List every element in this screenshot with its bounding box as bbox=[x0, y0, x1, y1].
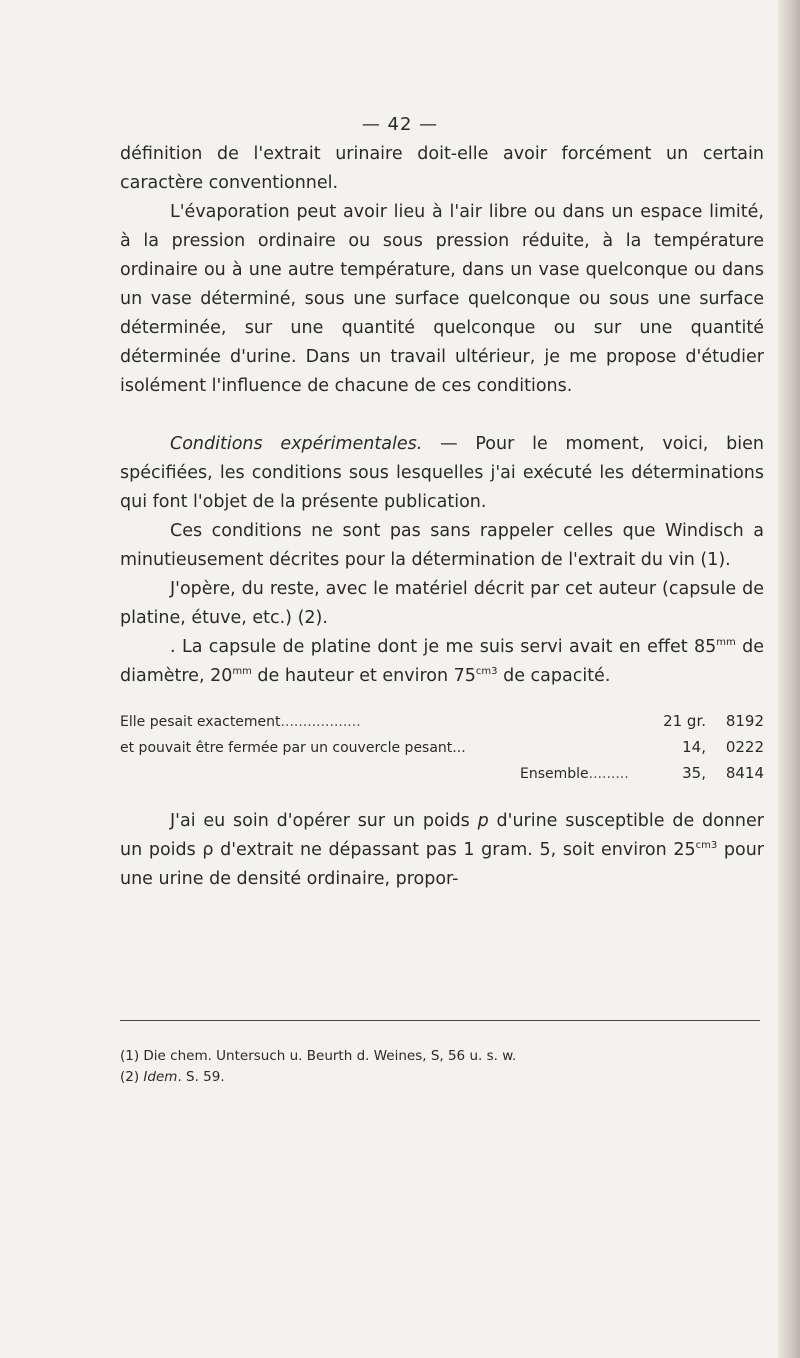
table-grams: 14, bbox=[682, 738, 706, 756]
table-row-total bbox=[120, 761, 764, 787]
table-row bbox=[120, 735, 764, 761]
footnote-2-idem: Idem bbox=[143, 1069, 178, 1085]
paragraph-6 bbox=[120, 633, 764, 691]
paragraph-6-part: de hauteur et environ 75 bbox=[251, 666, 476, 686]
table-row bbox=[120, 709, 764, 735]
table-decimals: 8192 bbox=[725, 712, 764, 730]
paragraph-7 bbox=[120, 807, 764, 894]
paragraph-6-part: de diamètre, 20 bbox=[120, 637, 764, 686]
table-label: Ensemble bbox=[520, 766, 589, 782]
paragraph-2: L'évaporation peut avoir lieu à l'air libre ou dans un espace limité, à la pression ordinaire ou sous pression réduite, à la température ordinaire ou à une autre température, dans un vase quelconque ou dans un vase déterminé, sous une surface quelconque ou sous une surface déterminée, sur une quantité quelconque ou sur une quantité déterminée d'urine. Dans un travail ultérieur, je me propose d'étudier isolément l'influence de chacune de ces conditions. bbox=[120, 202, 764, 396]
table-decimals: 0222 bbox=[725, 738, 764, 756]
paragraph-1: définition de l'extrait urinaire doit-elle avoir forcément un certain caractère conventionnel. bbox=[120, 144, 764, 193]
unit-superscript: mm bbox=[232, 666, 252, 678]
variable-p: p bbox=[477, 811, 489, 831]
table-decimals: 8414 bbox=[725, 764, 764, 782]
leader-dots: ......... bbox=[588, 766, 629, 782]
paragraph-6-part: . La capsule de platine dont je me suis servi avait en effet 85 bbox=[170, 637, 717, 657]
paragraph-7-part: pour une urine de densité ordinaire, propor- bbox=[120, 840, 764, 889]
paragraph-6-part: de capacité. bbox=[497, 666, 611, 686]
footnote-2-text: . S. 59. bbox=[177, 1069, 225, 1085]
paragraph-5: J'opère, du reste, avec le matériel décrit par cet auteur (capsule de platine, étuve, etc.) (2). bbox=[120, 579, 764, 628]
paragraph-7-part: J'ai eu soin d'opérer sur un poids bbox=[170, 811, 478, 831]
weight-table bbox=[120, 709, 764, 787]
unit-superscript: cm3 bbox=[695, 840, 718, 852]
table-grams: 35, bbox=[682, 764, 706, 782]
table-label: Elle pesait exactement bbox=[120, 714, 281, 730]
paragraph-3 bbox=[120, 430, 764, 517]
unit-superscript: cm3 bbox=[475, 666, 498, 678]
leader-dots: .................. bbox=[280, 714, 361, 730]
footnotes bbox=[120, 1046, 760, 1088]
table-label: et pouvait être fermée par un couvercle pesant... bbox=[120, 740, 466, 756]
footnote-2-number: (2) bbox=[120, 1069, 144, 1085]
footnote-1: (1) Die chem. Untersuch u. Beurth d. Weines, S, 56 u. s. w. bbox=[120, 1048, 517, 1064]
footnote-rule bbox=[120, 1020, 760, 1021]
body-text bbox=[120, 140, 764, 894]
footnote-2 bbox=[120, 1067, 760, 1088]
unit-superscript: mm bbox=[716, 637, 736, 649]
table-grams: 21 gr. bbox=[663, 712, 706, 730]
paragraph-3-text: — Pour le moment, voici, bien spécifiées, les conditions sous lesquelles j'ai exécuté les déterminations qui font l'objet de la présente publication. bbox=[120, 434, 764, 512]
paragraph-4: Ces conditions ne sont pas sans rappeler celles que Windisch a minutieusement décrites pour la détermination de l'extrait du vin (1). bbox=[120, 521, 764, 570]
section-heading: Conditions expérimentales. bbox=[170, 434, 423, 454]
page-number: — 42 — bbox=[361, 114, 439, 135]
paragraph-7-part: d'urine susceptible de donner un poids ρ d'extrait ne dépassant pas 1 gram. 5, soit environ 25 bbox=[120, 811, 764, 860]
